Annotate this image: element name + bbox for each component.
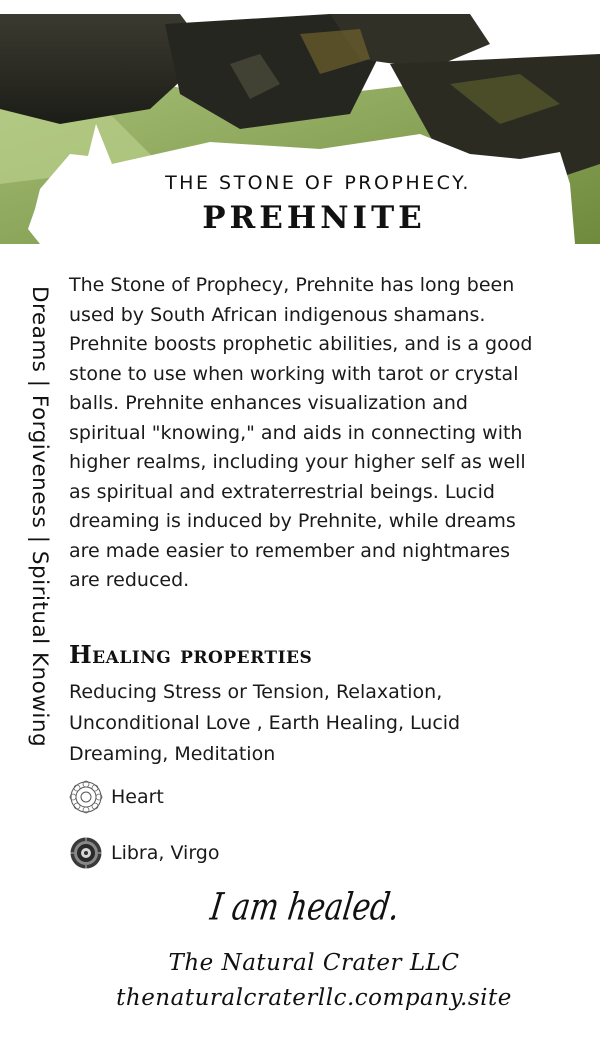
healing-heading: Healing properties: [69, 640, 313, 669]
zodiac-row: [69, 836, 219, 870]
subtitle: THE STONE OF PROPHECY.: [165, 172, 471, 194]
website-link[interactable]: thenaturalcraterllc.company.site: [116, 985, 512, 1011]
chakra-row: [69, 780, 164, 814]
affirmation: I am healed.: [207, 885, 403, 930]
zodiac-wheel-icon: [69, 836, 103, 870]
description: The Stone of Prophecy, Prehnite has long been used by South African indigenous shamans. Prehnite boosts prophetic abilities, and is a good stone to use when working with tarot or crystal balls. Prehnite enhances visualization and spiritual "knowing," and aids in connecting with higher realms, including your higher self as well as spiritual and extraterrestrial beings. Lucid dreaming is induced by Prehnite, while dreams are made easier to remember and nightmares are reduced.: [69, 274, 533, 591]
heart-chakra-icon: [69, 780, 103, 814]
side-keywords-text: Dreams | Forgiveness | Spiritual Knowing: [27, 286, 52, 748]
zodiac-label: Libra, Virgo: [111, 842, 220, 864]
side-keywords: [20, 286, 52, 876]
page-title: PREHNITE: [202, 200, 426, 236]
chakra-label: Heart: [111, 786, 164, 808]
brand-name: The Natural Crater LLC: [168, 950, 460, 976]
healing-list: Reducing Stress or Tension, Relaxation, Unconditional Love , Earth Healing, Lucid Dreaming, Meditation: [69, 681, 461, 765]
